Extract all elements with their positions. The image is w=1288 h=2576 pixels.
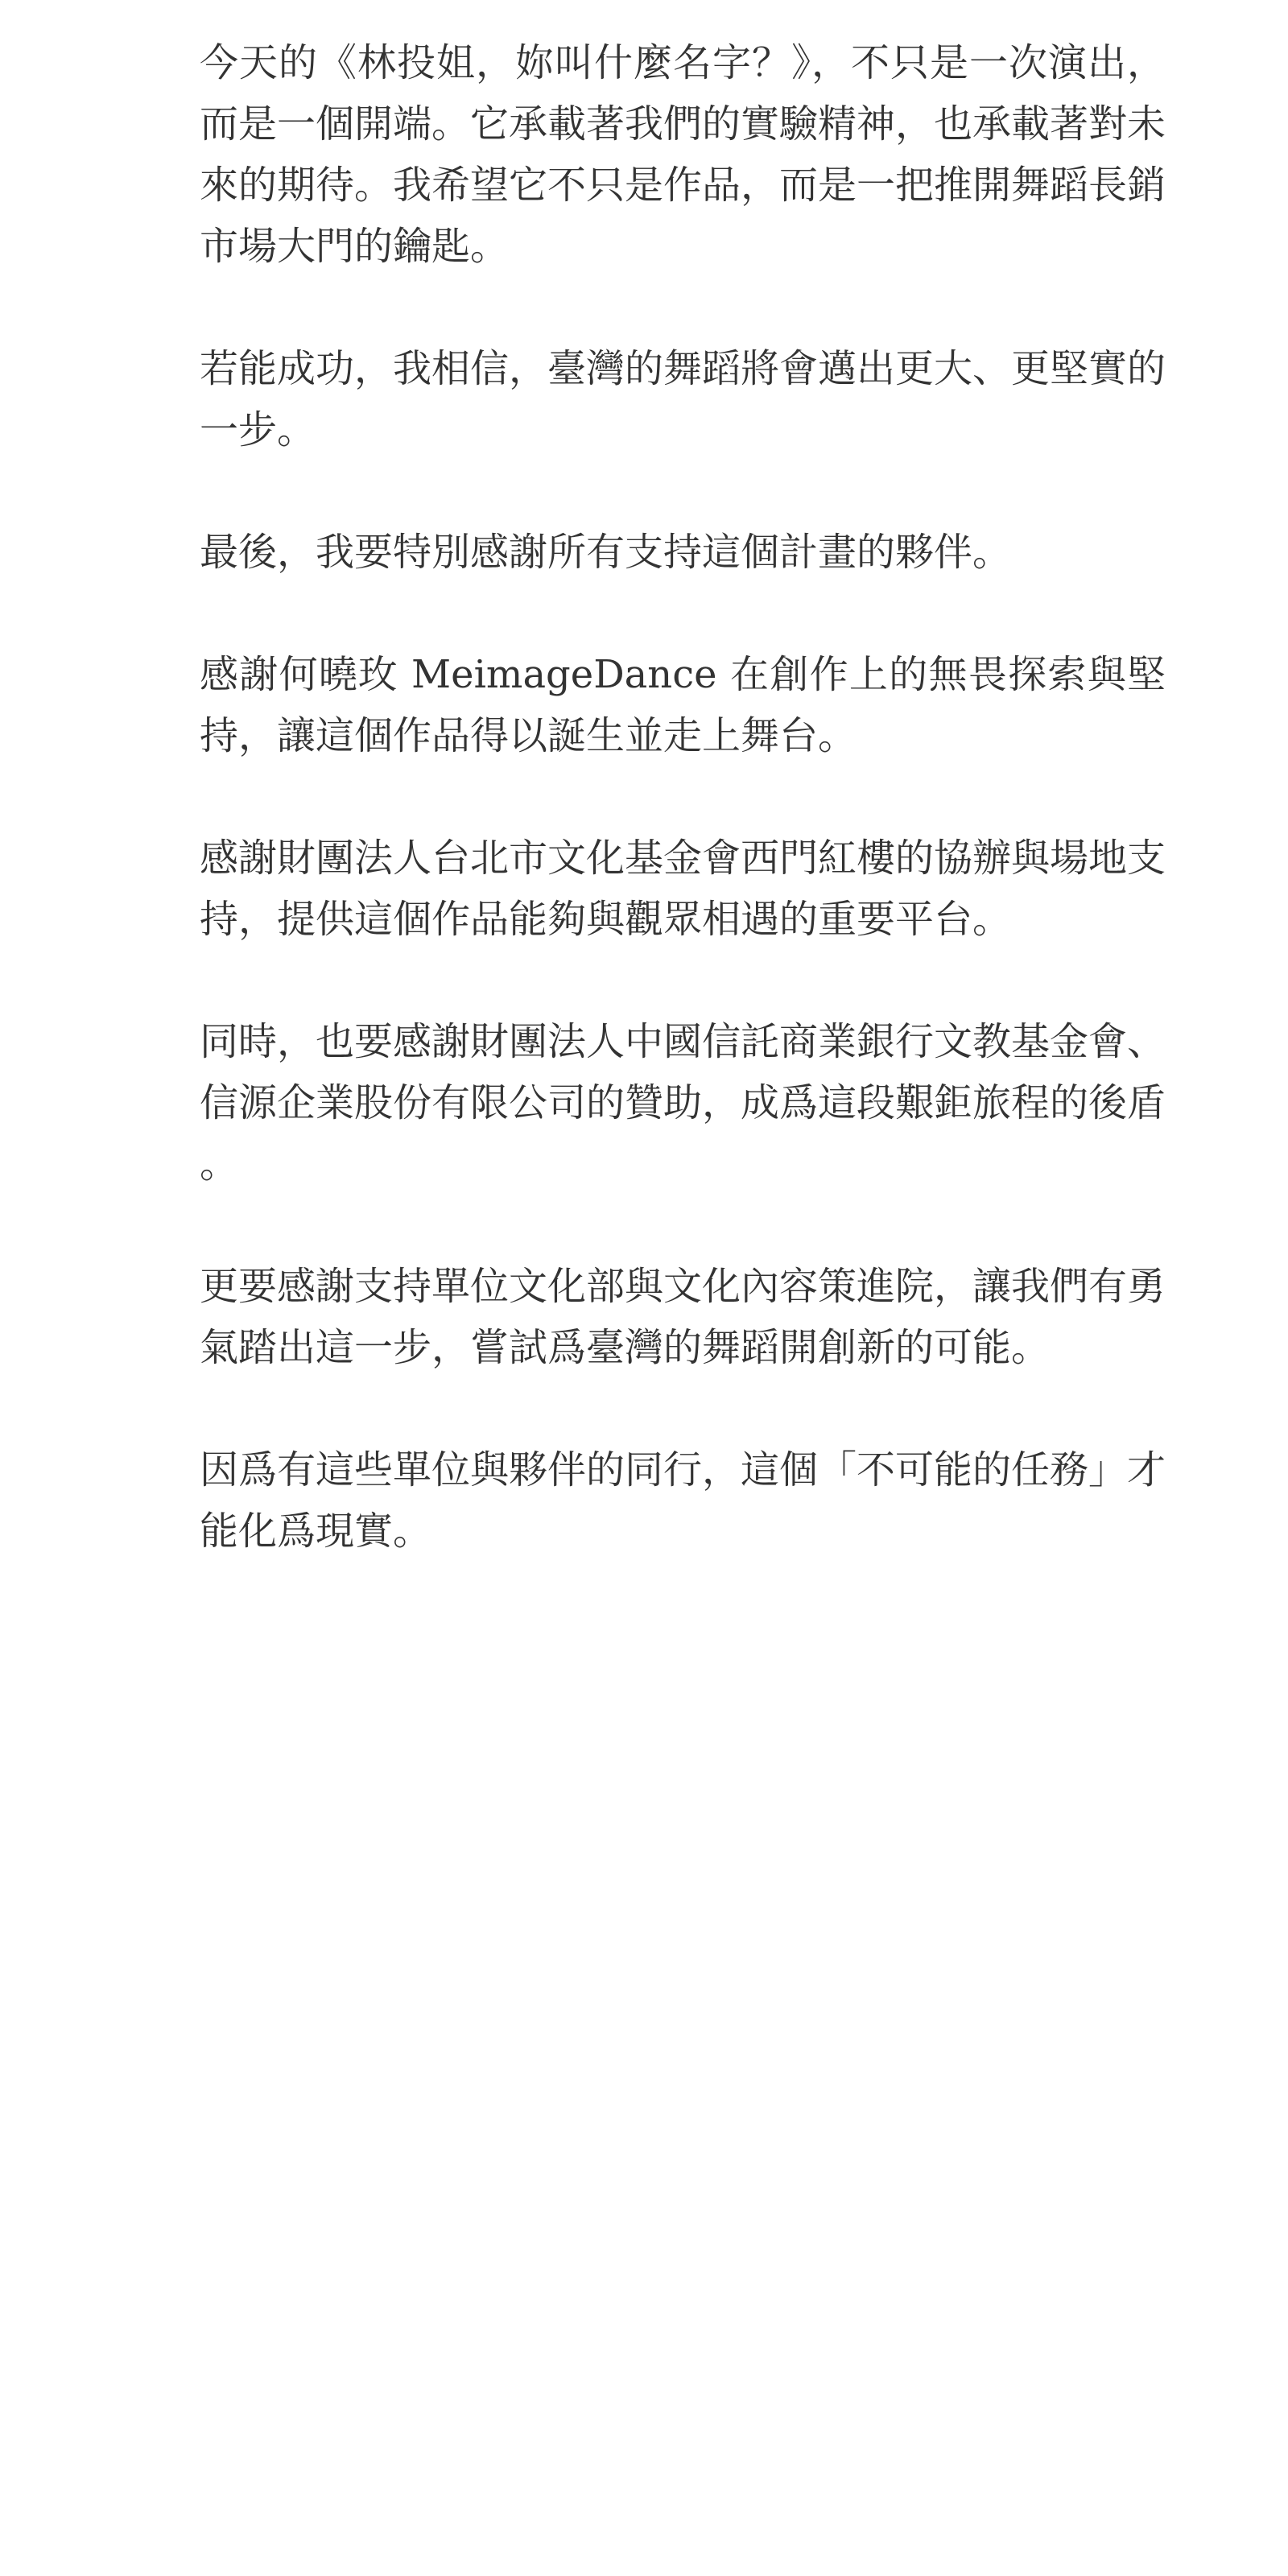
paragraph-hope: 若能成功，我相信，臺灣的舞蹈將會邁出更大、更堅實的一步。 bbox=[200, 346, 1166, 452]
paragraph-opening: 今天的《林投姐，妳叫什麼名字？》，不只是一次演出，而是一個開端。它承載著我們的實驗精神，也承載著對未來的期待。我希望它不只是作品，而是一把推開舞蹈長銷市場大門的鑰匙。 bbox=[200, 40, 1166, 269]
paragraph-thanks-sponsors: 同時，也要感謝財團法人中國信託商業銀行文教基金會、信源企業股份有限公司的贊助，成爲這段艱鉅旅程的後盾。 bbox=[200, 1019, 1166, 1187]
paragraph-thanks-choreographer: 感謝何曉玫 MeimageDance 在創作上的無畏探索與堅持，讓這個作品得以誕生並走上舞台。 bbox=[200, 652, 1166, 758]
paragraph-thanks-supporters: 更要感謝支持單位文化部與文化內容策進院，讓我們有勇氣踏出這一步，嘗試爲臺灣的舞蹈開創新的可能。 bbox=[200, 1264, 1166, 1370]
paragraph-thanks-venue: 感謝財團法人台北市文化基金會西門紅樓的協辦與場地支持，提供這個作品能夠與觀眾相遇的重要平台。 bbox=[200, 836, 1166, 942]
article-body bbox=[200, 32, 1166, 1623]
paragraph-thanks-intro: 最後，我要特別感謝所有支持這個計畫的夥伴。 bbox=[200, 530, 1012, 575]
paragraph-closing: 因爲有這些單位與夥伴的同行，這個「不可能的任務」才能化爲現實。 bbox=[200, 1447, 1166, 1554]
